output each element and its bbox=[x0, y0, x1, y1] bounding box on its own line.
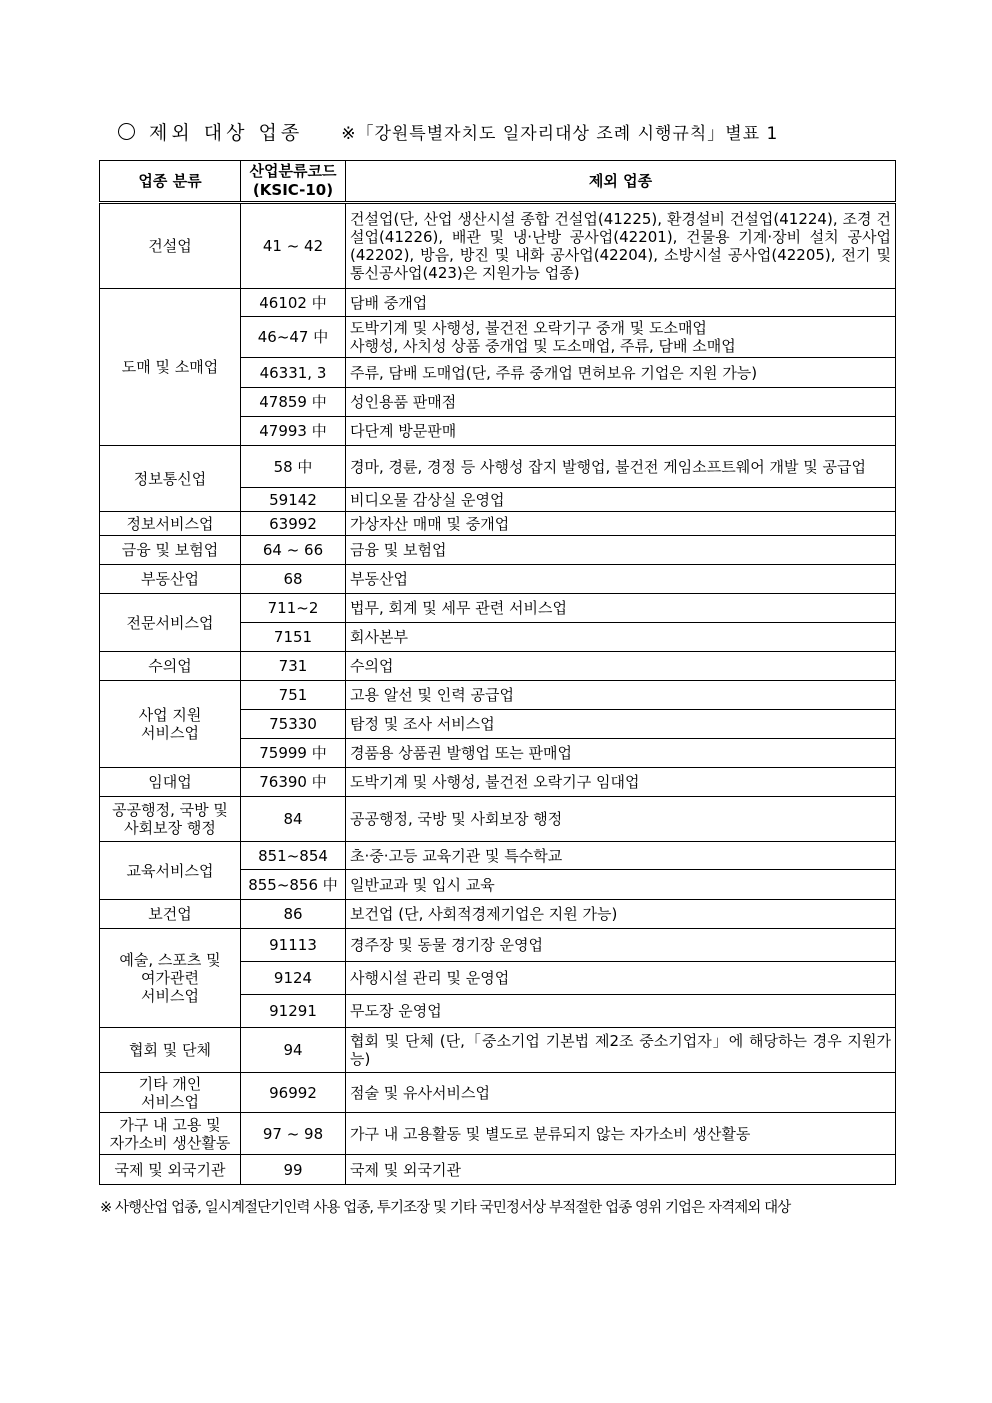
category-line: 가구 내 고용 및 bbox=[119, 1115, 221, 1134]
category-line: 서비스업 bbox=[141, 987, 199, 1005]
table-row bbox=[100, 536, 896, 565]
title-reference: ※「강원특별자치도 일자리대상 조례 시행규칙」별표 1 bbox=[341, 124, 779, 144]
code-cell: 75330 bbox=[241, 710, 346, 739]
category-cell: 정보서비스업 bbox=[100, 512, 241, 536]
category-line: 공공행정, 국방 및 bbox=[112, 801, 228, 819]
document-title bbox=[118, 118, 918, 148]
header-code-line1: 산업분류코드 bbox=[249, 162, 337, 180]
desc-cell: 사행시설 관리 및 운영업 bbox=[346, 962, 896, 995]
header-category: 업종 분류 bbox=[100, 161, 241, 203]
code-cell: 46331, 3 bbox=[241, 358, 346, 388]
code-cell: 47993 中 bbox=[241, 417, 346, 446]
table-row bbox=[100, 1073, 896, 1113]
code-cell: 851~854 bbox=[241, 842, 346, 870]
desc-cell: 부동산업 bbox=[346, 565, 896, 594]
desc-cell: 일반교과 및 입시 교육 bbox=[346, 870, 896, 900]
desc-cell: 금융 및 보험업 bbox=[346, 536, 896, 565]
desc-cell: 경마, 경륜, 경정 등 사행성 잡지 발행업, 불건전 게임소프트웨어 개발 및 공급업 bbox=[346, 446, 896, 488]
desc-cell: 건설업(단, 산업 생산시설 종합 건설업(41225), 환경설비 건설업(41224), 조경 건설업(41226), 배관 및 냉·난방 공사업(42201), 건물용 기계·장비 설치 공사업(42202), 방음, 방진 및 내화 공사업(42204), 소방시설 공사업(42205), 전기 및 통신공사업(423)은 지원가능 업종) bbox=[346, 203, 896, 289]
table-row bbox=[100, 768, 896, 797]
category-cell: 부동산업 bbox=[100, 565, 241, 594]
table-row bbox=[100, 652, 896, 681]
code-cell: 47859 中 bbox=[241, 388, 346, 417]
desc-cell bbox=[346, 317, 896, 358]
category-line: 서비스업 bbox=[141, 1092, 199, 1111]
code-cell: 91113 bbox=[241, 929, 346, 962]
table-row bbox=[100, 565, 896, 594]
code-cell: 59142 bbox=[241, 488, 346, 512]
table-row bbox=[100, 594, 896, 623]
category-line: 서비스업 bbox=[141, 724, 199, 742]
desc-cell: 다단계 방문판매 bbox=[346, 417, 896, 446]
header-excluded: 제외 업종 bbox=[346, 161, 896, 203]
category-cell: 임대업 bbox=[100, 768, 241, 797]
table-row bbox=[100, 446, 896, 488]
code-cell: 731 bbox=[241, 652, 346, 681]
category-line: 자가소비 생산활동 bbox=[109, 1133, 231, 1152]
category-cell bbox=[100, 681, 241, 768]
code-cell: 76390 中 bbox=[241, 768, 346, 797]
table-row bbox=[100, 1155, 896, 1185]
desc-cell: 탐정 및 조사 서비스업 bbox=[346, 710, 896, 739]
code-cell: 9124 bbox=[241, 962, 346, 995]
category-cell: 금융 및 보험업 bbox=[100, 536, 241, 565]
category-cell: 교육서비스업 bbox=[100, 842, 241, 900]
code-cell: 711~2 bbox=[241, 594, 346, 623]
code-cell: 751 bbox=[241, 681, 346, 710]
desc-cell: 경품용 상품권 발행업 또는 판매업 bbox=[346, 739, 896, 768]
code-cell: 97 ~ 98 bbox=[241, 1113, 346, 1155]
category-cell bbox=[100, 1073, 241, 1113]
desc-cell: 가상자산 매매 및 중개업 bbox=[346, 512, 896, 536]
code-cell: 46102 中 bbox=[241, 289, 346, 317]
desc-cell: 법무, 회계 및 세무 관련 서비스업 bbox=[346, 594, 896, 623]
desc-cell: 담배 중개업 bbox=[346, 289, 896, 317]
category-line: 사회보장 행정 bbox=[124, 819, 216, 837]
category-cell: 국제 및 외국기관 bbox=[100, 1155, 241, 1185]
desc-line: 사행성, 사치성 상품 중개업 및 도소매업, 주류, 담배 소매업 bbox=[350, 337, 736, 355]
code-cell: 7151 bbox=[241, 623, 346, 652]
code-cell: 46~47 中 bbox=[241, 317, 346, 358]
excluded-industries-table bbox=[99, 160, 896, 1185]
category-cell: 협회 및 단체 bbox=[100, 1028, 241, 1073]
desc-cell: 무도장 운영업 bbox=[346, 995, 896, 1028]
table-row bbox=[100, 289, 896, 317]
table-row bbox=[100, 929, 896, 962]
header-code bbox=[241, 161, 346, 203]
code-cell: 68 bbox=[241, 565, 346, 594]
desc-cell: 고용 알선 및 인력 공급업 bbox=[346, 681, 896, 710]
table-row bbox=[100, 1113, 896, 1155]
table-row bbox=[100, 203, 896, 289]
category-cell: 전문서비스업 bbox=[100, 594, 241, 652]
code-cell: 91291 bbox=[241, 995, 346, 1028]
category-cell: 보건업 bbox=[100, 900, 241, 929]
desc-cell: 점술 및 유사서비스업 bbox=[346, 1073, 896, 1113]
code-cell: 99 bbox=[241, 1155, 346, 1185]
category-cell bbox=[100, 929, 241, 1028]
code-cell: 64 ~ 66 bbox=[241, 536, 346, 565]
desc-cell: 가구 내 고용활동 및 별도로 분류되지 않는 자가소비 생산활동 bbox=[346, 1113, 896, 1155]
table-row bbox=[100, 512, 896, 536]
table-row bbox=[100, 900, 896, 929]
table-header-row bbox=[100, 161, 896, 203]
title-heading: 제외 대상 업종 bbox=[149, 122, 304, 144]
category-line: 기타 개인 bbox=[138, 1074, 202, 1093]
category-cell: 정보통신업 bbox=[100, 446, 241, 512]
desc-cell: 국제 및 외국기관 bbox=[346, 1155, 896, 1185]
category-cell: 도매 및 소매업 bbox=[100, 289, 241, 446]
category-line: 사업 지원 bbox=[138, 706, 202, 724]
category-cell: 수의업 bbox=[100, 652, 241, 681]
desc-cell: 비디오물 감상실 운영업 bbox=[346, 488, 896, 512]
category-cell: 건설업 bbox=[100, 203, 241, 289]
desc-cell: 경주장 및 동물 경기장 운영업 bbox=[346, 929, 896, 962]
table-row bbox=[100, 797, 896, 842]
code-cell: 84 bbox=[241, 797, 346, 842]
table-row bbox=[100, 1028, 896, 1073]
footnote: ※ 사행산업 업종, 일시계절단기인력 사용 업종, 투기조장 및 기타 국민정서상 부적절한 업종 영위 기업은 자격제외 대상 bbox=[100, 1200, 791, 1216]
code-cell: 86 bbox=[241, 900, 346, 929]
desc-cell: 협회 및 단체 (단,「중소기업 기본법 제2조 중소기업자」에 해당하는 경우 지원가능) bbox=[346, 1028, 896, 1073]
circle-bullet-icon bbox=[118, 123, 135, 140]
desc-cell: 보건업 (단, 사회적경제기업은 지원 가능) bbox=[346, 900, 896, 929]
code-cell: 75999 中 bbox=[241, 739, 346, 768]
desc-cell: 성인용품 판매점 bbox=[346, 388, 896, 417]
table-row bbox=[100, 681, 896, 710]
desc-cell: 주류, 담배 도매업(단, 주류 중개업 면허보유 기업은 지원 가능) bbox=[346, 358, 896, 388]
desc-cell: 수의업 bbox=[346, 652, 896, 681]
table-row bbox=[100, 842, 896, 870]
desc-line: 도박기계 및 사행성, 불건전 오락기구 중개 및 도소매업 bbox=[350, 319, 707, 337]
category-line: 예술, 스포츠 및 bbox=[119, 951, 221, 969]
code-cell: 94 bbox=[241, 1028, 346, 1073]
category-cell bbox=[100, 797, 241, 842]
code-cell: 96992 bbox=[241, 1073, 346, 1113]
desc-cell: 공공행정, 국방 및 사회보장 행정 bbox=[346, 797, 896, 842]
desc-cell: 초·중·고등 교육기관 및 특수학교 bbox=[346, 842, 896, 870]
category-line: 여가관련 bbox=[141, 969, 199, 987]
desc-cell: 도박기계 및 사행성, 불건전 오락기구 임대업 bbox=[346, 768, 896, 797]
code-cell: 58 中 bbox=[241, 446, 346, 488]
code-cell: 63992 bbox=[241, 512, 346, 536]
code-cell: 855~856 中 bbox=[241, 870, 346, 900]
header-code-line2: (KSIC-10) bbox=[252, 181, 334, 199]
category-cell bbox=[100, 1113, 241, 1155]
desc-cell: 회사본부 bbox=[346, 623, 896, 652]
code-cell: 41 ~ 42 bbox=[241, 203, 346, 289]
